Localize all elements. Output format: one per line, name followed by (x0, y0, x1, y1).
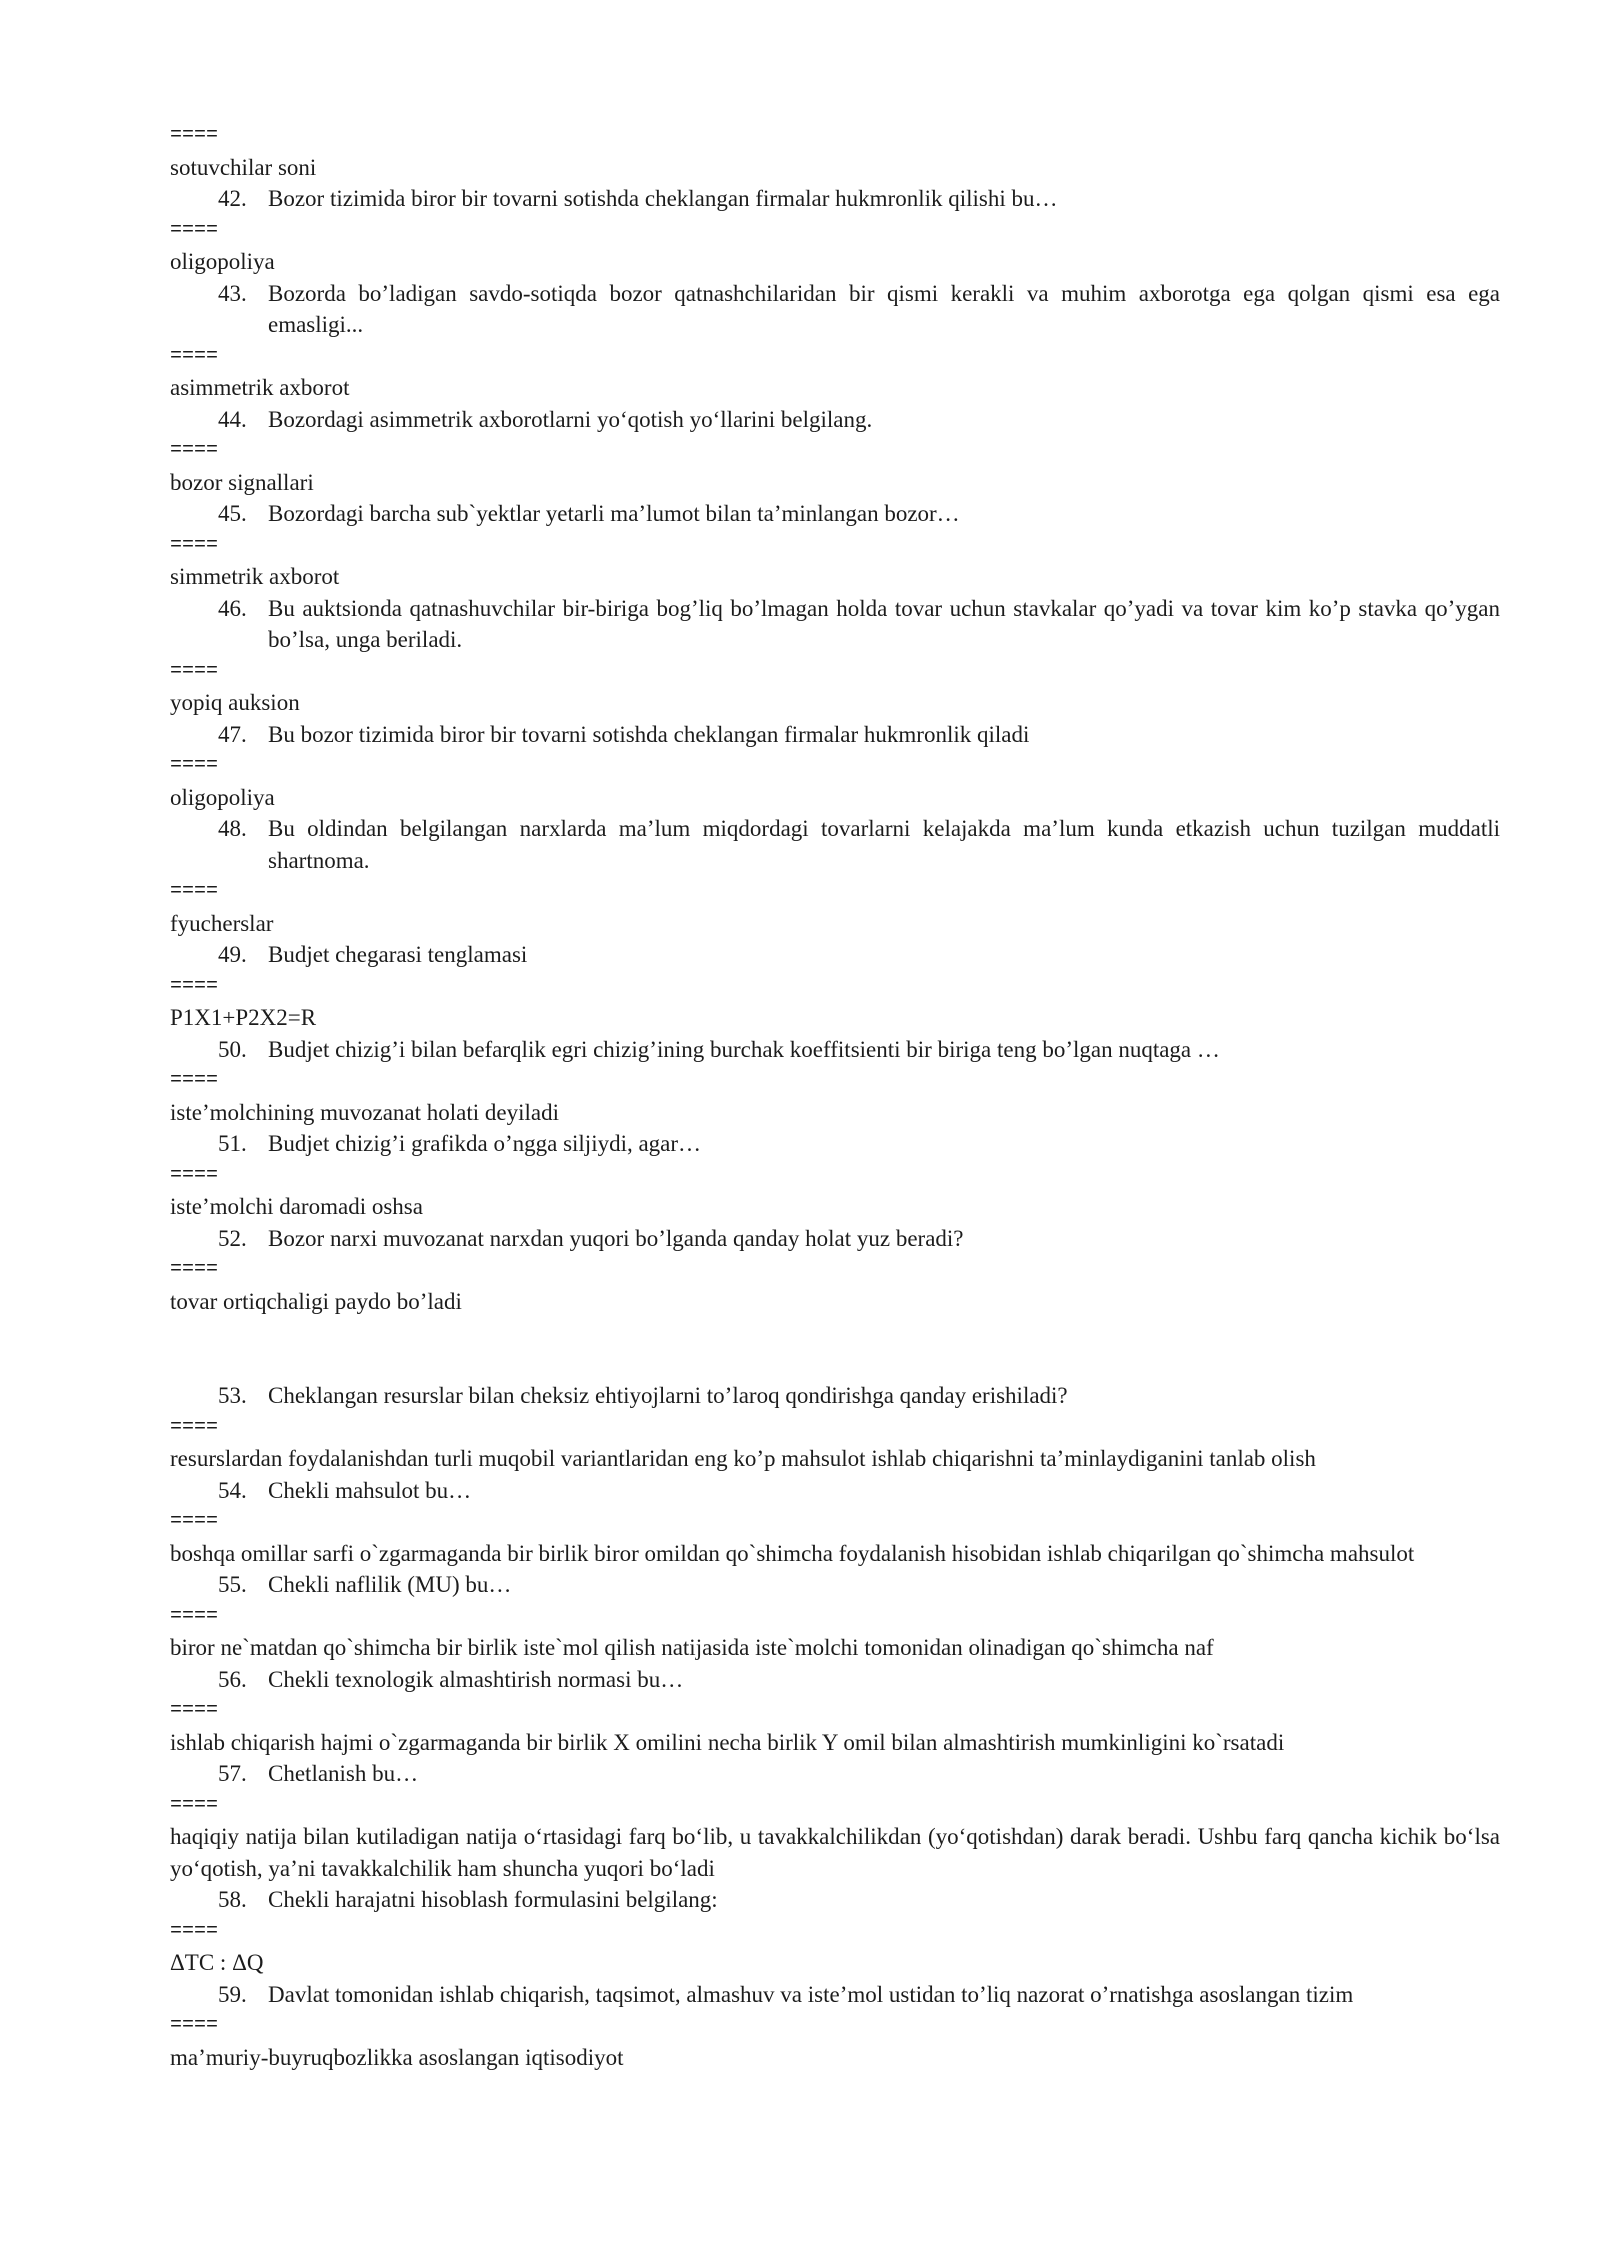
answer-text: resurslardan foydalanishdan turli muqobil variantlaridan eng ko’p mahsulot ishlab chiqarishni ta’minlaydiganini tanlab olish (170, 1446, 1316, 1471)
question-number: 51. (218, 1131, 247, 1156)
question-number: 55. (218, 1572, 247, 1597)
question-text: Chekli mahsulot bu… (268, 1477, 472, 1503)
question-text: Chekli harajatni hisoblash formulasini belgilang: (268, 1887, 718, 1912)
separator: ==== (170, 124, 219, 147)
separator: ==== (170, 533, 219, 557)
question-text: Bozor tizimida biror bir tovarni sotishda cheklangan firmalar hukmronlik qilishi bu… (268, 186, 1058, 211)
question-text: Bu bozor tizimida biror bir tovarni sotishda cheklangan firmalar hukmronlik qiladi (268, 721, 1030, 747)
question-text: Budjet chizig’i grafikda o’ngga siljiydi, agar… (268, 1131, 702, 1156)
separator: ==== (170, 1919, 219, 1943)
answer-text: iste’molchining muvozanat holati deyiladi (170, 1099, 559, 1125)
question-number: 57. (218, 1761, 247, 1786)
question-text: Bozordagi asimmetrik axborotlarni yo‘qotish yo‘llarini belgilang. (268, 406, 873, 432)
answer-text: boshqa omillar sarfi o`zgarmaganda bir birlik biror omildan qo`shimcha foydalanish hisobidan ishlab chiqarilgan qo`shimcha mahsulot (170, 1540, 1415, 1566)
question-text: Chekli naflilik (MU) bu… (268, 1572, 512, 1597)
answer-text: simmetrik axborot (170, 564, 340, 589)
answer-text: fyucherslar (170, 910, 274, 936)
answer-text: ΔTC : ΔQ (170, 1950, 264, 1975)
separator: ==== (170, 1793, 219, 1817)
answer-text: iste’molchi daromadi oshsa (170, 1194, 423, 1219)
separator: ==== (170, 1604, 219, 1628)
question-number: 58. (218, 1887, 247, 1912)
question-number: 59. (218, 1981, 247, 2007)
separator: ==== (170, 659, 219, 683)
question-item (170, 593, 1500, 656)
question-text: Bozorda bo’ladigan savdo-sotiqda bozor qatnashchilaridan bir qismi kerakli va muhim axborotga ega qolgan qismi esa ega emasligi... (268, 280, 1500, 337)
question-text: Chekli texnologik almashtirish normasi bu… (268, 1666, 684, 1692)
question-item (170, 1569, 1500, 1601)
answer-text: P1X1+P2X2=R (170, 1005, 317, 1030)
separator: ==== (170, 1069, 219, 1092)
answer-text: bozor signallari (170, 469, 314, 495)
question-number: 46. (218, 595, 247, 621)
separator: ==== (170, 974, 219, 998)
question-text: Bu auktsionda qatnashuvchilar bir-biriga bog’liq bo’lmagan holda tovar uchun stavkalar qo’yadi va tovar kim ko’p stavka qo’ygan bo’lsa, unga beriladi. (268, 595, 1500, 652)
separator: ==== (170, 2014, 219, 2037)
question-item (170, 1380, 1500, 1412)
question-item (170, 278, 1500, 341)
question-number: 56. (218, 1666, 247, 1692)
question-item (170, 1664, 1500, 1696)
question-item (170, 1979, 1500, 2011)
question-item (170, 404, 1500, 436)
answer-text: yopiq auksion (170, 690, 300, 715)
question-text: Cheklangan resurslar bilan cheksiz ehtiyojlarni to’laroq qondirishga qanday erishiladi? (268, 1383, 1068, 1408)
separator: ==== (170, 1415, 219, 1439)
question-number: 50. (218, 1036, 247, 1062)
question-item (170, 813, 1500, 876)
question-item (170, 1884, 1500, 1916)
question-item (170, 1034, 1500, 1066)
question-item (170, 1128, 1500, 1160)
question-text: Chetlanish bu… (268, 1761, 419, 1786)
separator: ==== (170, 880, 219, 903)
separator: ==== (170, 344, 219, 368)
question-number: 43. (218, 280, 247, 306)
question-text: Bu oldindan belgilangan narxlarda ma’lum miqdordagi tovarlarni kelajakda ma’lum kunda etkazish uchun tuzilgan muddatli shartnoma. (268, 816, 1500, 873)
separator: ==== (170, 1163, 219, 1187)
question-number: 49. (218, 942, 247, 967)
answer-text: oligopoliya (170, 784, 275, 810)
question-item (170, 1223, 1500, 1255)
question-text: Budjet chegarasi tenglamasi (268, 942, 528, 967)
question-text: Davlat tomonidan ishlab chiqarish, taqsimot, almashuv va iste’mol ustidan to’liq nazorat o’rnatishga asoslangan tizim (268, 1981, 1354, 2007)
question-number: 45. (218, 501, 247, 526)
question-number: 48. (218, 816, 247, 841)
question-text: Bozordagi barcha sub`yektlar yetarli ma’lumot bilan ta’minlangan bozor… (268, 501, 960, 526)
question-item (170, 1475, 1500, 1507)
question-item (170, 498, 1500, 530)
separator: ==== (170, 1510, 219, 1533)
answer-text: sotuvchilar soni (170, 154, 317, 180)
question-item (170, 719, 1500, 751)
answer-text: oligopoliya (170, 249, 275, 274)
blank-gap (170, 1317, 1500, 1380)
question-number: 53. (218, 1383, 247, 1408)
document-page (170, 120, 1500, 2073)
answer-text: haqiqiy natija bilan kutiladigan natija o‘rtasidagi farq bo‘lib, u tavakkalchilikdan (yo‘qotishdan) darak beradi. Ushbu farq qancha kichik bo‘lsa yo‘qotish, ya’ni tavakkalchilik ham shuncha yuqori bo‘ladi (170, 1824, 1500, 1881)
question-item (170, 1758, 1500, 1790)
question-number: 44. (218, 406, 247, 432)
separator: ==== (170, 1258, 219, 1281)
question-item (170, 939, 1500, 971)
question-number: 47. (218, 721, 247, 747)
question-text: Budjet chizig’i bilan befarqlik egri chizig’ining burchak koeffitsienti bir biriga teng bo’lgan nuqtaga … (268, 1036, 1220, 1062)
answer-text: ishlab chiqarish hajmi o`zgarmaganda bir birlik X omilini necha birlik Y omil bilan almashtirish mumkinligini ko`rsatadi (170, 1729, 1285, 1755)
question-item (170, 183, 1500, 215)
separator: ==== (170, 754, 219, 777)
answer-text: biror ne`matdan qo`shimcha bir birlik iste`mol qilish natijasida iste`molchi tomonidan olinadigan qo`shimcha naf (170, 1635, 1214, 1660)
question-number: 52. (218, 1225, 247, 1251)
separator: ==== (170, 1699, 219, 1722)
question-number: 42. (218, 186, 247, 211)
separator: ==== (170, 439, 219, 462)
answer-text: ma’muriy-buyruqbozlikka asoslangan iqtisodiyot (170, 2044, 624, 2070)
answer-text: tovar ortiqchaligi paydo bo’ladi (170, 1288, 462, 1314)
answer-text: asimmetrik axborot (170, 375, 350, 400)
question-text: Bozor narxi muvozanat narxdan yuqori bo’lganda qanday holat yuz beradi? (268, 1225, 964, 1251)
question-number: 54. (218, 1477, 247, 1503)
separator: ==== (170, 218, 219, 242)
